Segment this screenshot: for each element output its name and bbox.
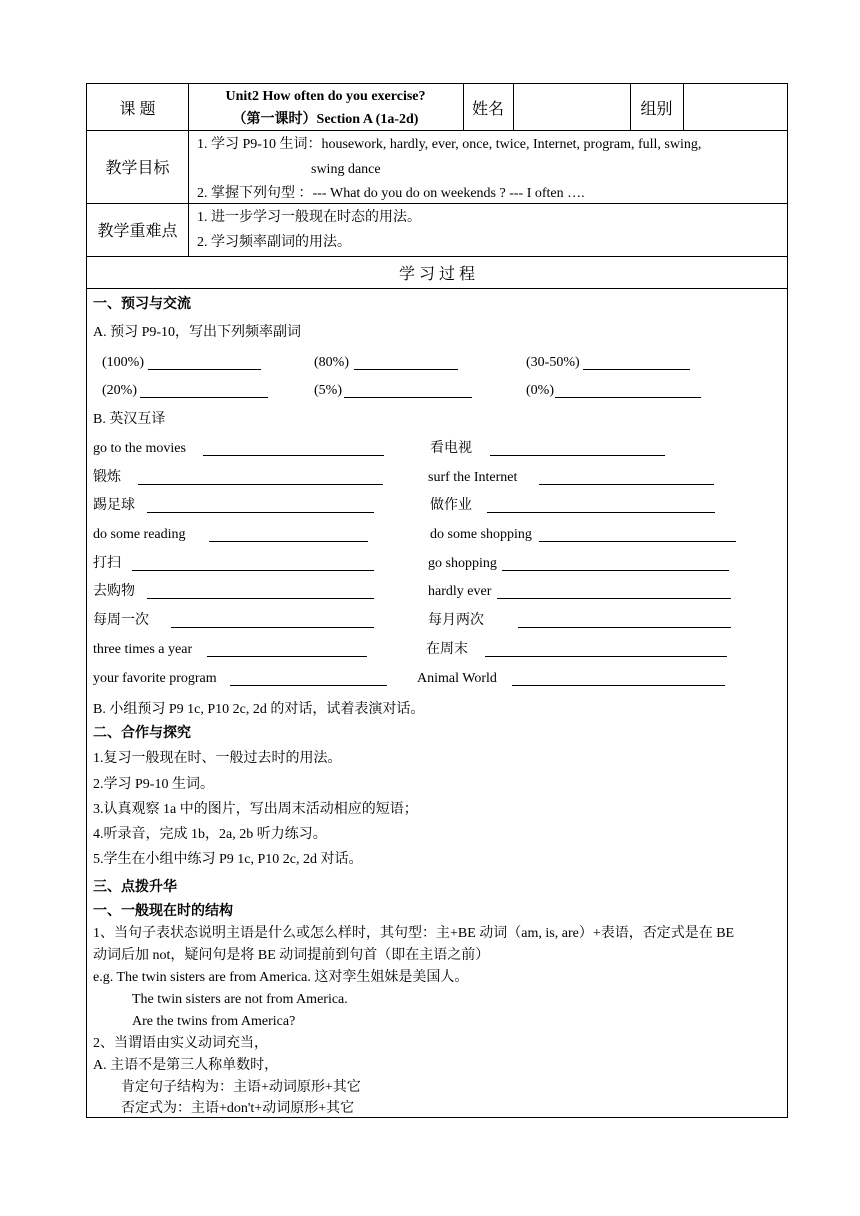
process-title: 学 习 过 程 [398,265,475,283]
blank-line[interactable] [583,369,690,370]
translate-term: hardly ever [428,584,492,599]
grammar-paragraph: 2、当谓语由实义动词充当， [93,1036,268,1051]
name-field[interactable] [513,84,630,130]
blank-line[interactable] [539,484,714,485]
example-sentence: Are the twins from America? [132,1014,296,1029]
blank-line[interactable] [203,455,384,456]
example-sentence: e.g. The twin sisters are from America. 这对孪生姐妹是美国人。 [93,970,469,985]
objective-1-cont: swing dance [311,162,381,177]
blank-line[interactable] [497,598,731,599]
blank-line[interactable] [485,656,727,657]
grammar-paragraph: A. 主语不是第三人称单数时， [93,1058,279,1073]
row-divider [87,130,787,131]
section2-item: 3.认真观察 1a 中的图片，写出周末活动相应的短语； [93,802,418,817]
blank-line[interactable] [138,484,383,485]
example-sentence: The twin sisters are not from America. [132,992,348,1007]
translate-term: 锻炼 [93,470,121,485]
blank-line[interactable] [148,369,261,370]
translate-term: Animal World [417,671,497,686]
blank-line[interactable] [490,455,665,456]
key-points-label: 教学重难点 [97,223,178,240]
blank-line[interactable] [555,397,701,398]
translate-term: do some reading [93,527,186,542]
section2-item: 2.学习 P9-10 生词。 [93,777,214,792]
blank-line[interactable] [171,627,374,628]
lesson-subtitle: （第一课时）Section A (1a-2d) [232,111,419,127]
translate-term: 在周末 [426,642,468,657]
freq-label: (100%) [102,355,144,370]
blank-line[interactable] [147,598,374,599]
blank-line[interactable] [230,685,387,686]
freq-label: (80%) [314,355,349,370]
section2-item: 1.复习一般现在时、一般过去时的用法。 [93,751,342,766]
objectives-label: 教学目标 [105,160,170,177]
blank-line[interactable] [487,512,715,513]
lesson-plan-table [86,83,788,1118]
translate-term: 去购物 [93,584,135,599]
translate-term: 每周一次 [93,613,149,628]
blank-line[interactable] [512,685,725,686]
blank-line[interactable] [502,570,729,571]
translate-term: do some shopping [430,527,532,542]
section1-b-text: B. 英汉互译 [93,412,166,427]
translate-term: 踢足球 [93,498,135,513]
key-point-1: 1. 进一步学习一般现在时态的用法。 [197,210,421,225]
grammar-rule: 否定式为：主语+don't+动词原形+其它 [121,1101,355,1116]
translate-term: 每月两次 [428,613,484,628]
group-field[interactable] [683,84,789,130]
blank-line[interactable] [147,512,374,513]
row-divider [87,203,787,204]
objective-2: 2. 掌握下列句型 ：--- What do you do on weekends ? --- I often …. [197,186,585,201]
section2-item: 4.听录音，完成 1b，2a, 2b 听力练习。 [93,827,327,842]
objective-1: 1. 学习 P9-10 生词：housework, hardly, ever, once, twice, Internet, program, full, swing, [197,137,702,152]
translate-term: go to the movies [93,441,186,456]
section1-a-text: A. 预习 P9-10，写出下列频率副词 [93,325,302,340]
grammar-paragraph: 动词后加 not，疑问句是将 BE 动词提前到句首（即在主语之前） [93,948,490,963]
blank-line[interactable] [140,397,268,398]
section3-subheading: 一、一般现在时的结构 [93,904,233,919]
translate-term: your favorite program [93,671,217,686]
blank-line[interactable] [518,627,731,628]
translate-term: 看电视 [430,441,472,456]
section2-heading: 二、合作与探究 [93,726,191,741]
translate-term: three times a year [93,642,193,657]
grammar-rule: 肯定句子结构为：主语+动词原形+其它 [121,1080,361,1095]
section2-item: 5.学生在小组中练习 P9 1c, P10 2c, 2d 对话。 [93,852,363,867]
blank-line[interactable] [344,397,472,398]
section1-heading: 一、预习与交流 [93,297,191,312]
freq-label: (20%) [102,383,137,398]
key-point-2: 2. 学习频率副词的用法。 [197,235,351,250]
section3-heading: 三、点拨升华 [93,880,177,895]
name-label: 姓名 [471,100,504,118]
lesson-title: Unit2 How often do you exercise? [225,88,426,104]
blank-line[interactable] [207,656,367,657]
row-divider [87,288,787,289]
translate-term: 做作业 [430,498,472,513]
translate-term: go shopping [428,556,497,571]
blank-line[interactable] [539,541,736,542]
topic-label: 课 题 [119,100,156,118]
blank-line[interactable] [209,541,368,542]
freq-label: (30-50%) [526,355,580,370]
grammar-paragraph: 1、当句子表状态说明主语是什么或怎么样时，其句型：主+BE 动词（am, is, are）+表语，否定式是在 BE [93,926,735,941]
blank-line[interactable] [354,369,458,370]
blank-line[interactable] [132,570,374,571]
translate-term: surf the Internet [428,470,518,485]
group-label: 组别 [640,100,673,118]
freq-label: (0%) [526,383,554,398]
freq-label: (5%) [314,383,342,398]
section1-b2-text: B. 小组预习 P9 1c, P10 2c, 2d 的对话，试着表演对话。 [93,702,425,717]
translate-term: 打扫 [93,556,121,571]
